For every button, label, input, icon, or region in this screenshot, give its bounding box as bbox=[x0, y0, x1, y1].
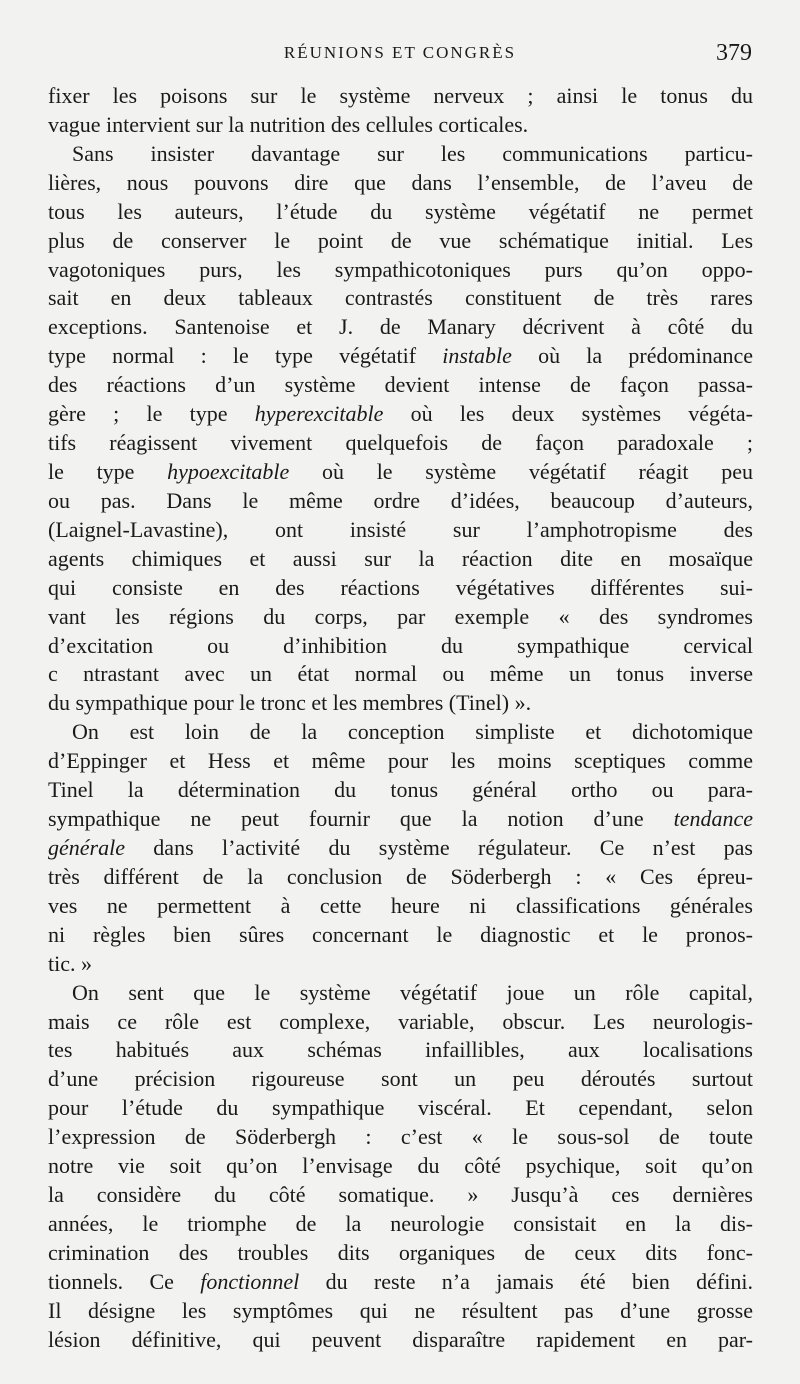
text-line: On est loin de la conception simpliste et dichotomique bbox=[72, 719, 753, 745]
text-line: Sans insister davantage sur les communications particu- bbox=[72, 140, 753, 166]
text-line: exceptions. Santenoise et J. de Manary décrivent à côté du bbox=[48, 314, 753, 340]
italic-term: fonctionnel bbox=[200, 1268, 300, 1294]
italic-term: instable bbox=[442, 343, 512, 369]
text-line: des réactions d’un système devient intense de façon passa- bbox=[48, 372, 753, 398]
text-line: (Laignel-Lavastine), ont insisté sur l’amphotropisme des bbox=[48, 516, 753, 542]
text-line: très différent de la conclusion de Söderbergh : « Ces épreu- bbox=[48, 863, 753, 889]
text-line bbox=[48, 805, 753, 834]
text-line: agents chimiques et aussi sur la réaction dite en mosaïque bbox=[48, 545, 753, 571]
text-line: Il désigne les symptômes qui ne résultent pas d’une grosse bbox=[48, 1297, 753, 1323]
text-line: plus de conserver le point de vue schématique initial. Les bbox=[48, 227, 753, 253]
text-line: du sympathique pour le tronc et les membres (Tinel) ». bbox=[48, 690, 532, 716]
text-line: notre vie soit qu’on l’envisage du côté psychique, soit qu’on bbox=[48, 1153, 753, 1179]
italic-term: hypoexcitable bbox=[167, 458, 290, 484]
text-line: l’expression de Söderbergh : c’est « le sous-sol de toute bbox=[48, 1124, 753, 1150]
body-text bbox=[48, 82, 753, 1355]
text-line: ou pas. Dans le même ordre d’idées, beaucoup d’auteurs, bbox=[48, 487, 753, 513]
text-line bbox=[48, 342, 753, 371]
text-line: vagotoniques purs, les sympathicotoniques purs qu’on oppo- bbox=[48, 256, 753, 282]
text-line: ves ne permettent à cette heure ni classifications générales bbox=[48, 892, 753, 918]
text-segment: dans l’activité du système régulateur. Ce n’est pas bbox=[124, 834, 753, 860]
text-line: tic. » bbox=[48, 950, 92, 976]
text-line: pour l’étude du sympathique viscéral. Et cependant, selon bbox=[48, 1095, 753, 1121]
text-line: lésion définitive, qui peuvent disparaître rapidement en par- bbox=[48, 1326, 753, 1352]
text-line: qui consiste en des réactions végétatives différentes sui- bbox=[48, 574, 753, 600]
text-line: tes habitués aux schémas infaillibles, aux localisations bbox=[48, 1037, 753, 1063]
text-line: On sent que le système végétatif joue un rôle capital, bbox=[72, 979, 753, 1005]
text-line: ni règles bien sûres concernant le diagnostic et le pronos- bbox=[48, 921, 753, 947]
text-segment: où les deux systèmes végéta- bbox=[383, 401, 753, 427]
text-line bbox=[48, 834, 753, 863]
text-line: tifs réagissent vivement quelquefois de façon paradoxale ; bbox=[48, 430, 753, 456]
text-line: c ntrastant avec un état normal ou même un tonus inverse bbox=[48, 661, 753, 687]
page-number: 379 bbox=[716, 40, 752, 66]
text-line bbox=[48, 1268, 753, 1297]
text-line bbox=[48, 400, 753, 429]
text-line bbox=[48, 458, 753, 487]
text-segment: type normal : le type végétatif bbox=[48, 343, 443, 369]
text-segment: sympathique ne peut fournir que la notion d’une bbox=[48, 806, 674, 832]
text-line: d’excitation ou d’inhibition du sympathique cervical bbox=[48, 632, 753, 658]
text-segment: gère ; le type bbox=[48, 401, 255, 427]
text-line: fixer les poisons sur le système nerveux ; ainsi le tonus du bbox=[48, 83, 753, 108]
text-line: vague intervient sur la nutrition des cellules corticales. bbox=[48, 111, 529, 137]
text-line: mais ce rôle est complexe, variable, obscur. Les neurologis- bbox=[48, 1008, 753, 1034]
text-segment: où le système végétatif réagit peu bbox=[289, 458, 753, 484]
text-segment: le type bbox=[48, 458, 168, 484]
running-title: RÉUNIONS ET CONGRÈS bbox=[283, 43, 517, 62]
text-line: vant les régions du corps, par exemple « des syndromes bbox=[48, 603, 753, 629]
text-segment: où la prédominance bbox=[511, 343, 753, 369]
italic-term: générale bbox=[48, 834, 125, 860]
text-line: lières, nous pouvons dire que dans l’ensemble, de l’aveu de bbox=[48, 169, 753, 195]
text-line: Tinel la détermination du tonus général ortho ou para- bbox=[48, 777, 753, 803]
text-line: d’une précision rigoureuse sont un peu déroutés surtout bbox=[48, 1066, 753, 1092]
italic-term: hyperexcitable bbox=[254, 401, 384, 427]
text-line: la considère du côté somatique. » Jusqu’à ces dernières bbox=[48, 1182, 753, 1208]
text-line: crimination des troubles dits organiques de ceux dits fonc- bbox=[48, 1239, 753, 1265]
text-line: d’Eppinger et Hess et même pour les moins sceptiques comme bbox=[48, 748, 753, 774]
running-head bbox=[48, 38, 752, 68]
text-segment: du reste n’a jamais été bien défini. bbox=[299, 1268, 753, 1294]
italic-term: tendance bbox=[673, 806, 753, 832]
text-line: tous les auteurs, l’étude du système végétatif ne permet bbox=[48, 198, 753, 224]
text-segment: tionnels. Ce bbox=[48, 1268, 201, 1294]
text-line: sait en deux tableaux contrastés constituent de très rares bbox=[48, 285, 753, 311]
text-line: années, le triomphe de la neurologie consistait en la dis- bbox=[48, 1210, 753, 1236]
